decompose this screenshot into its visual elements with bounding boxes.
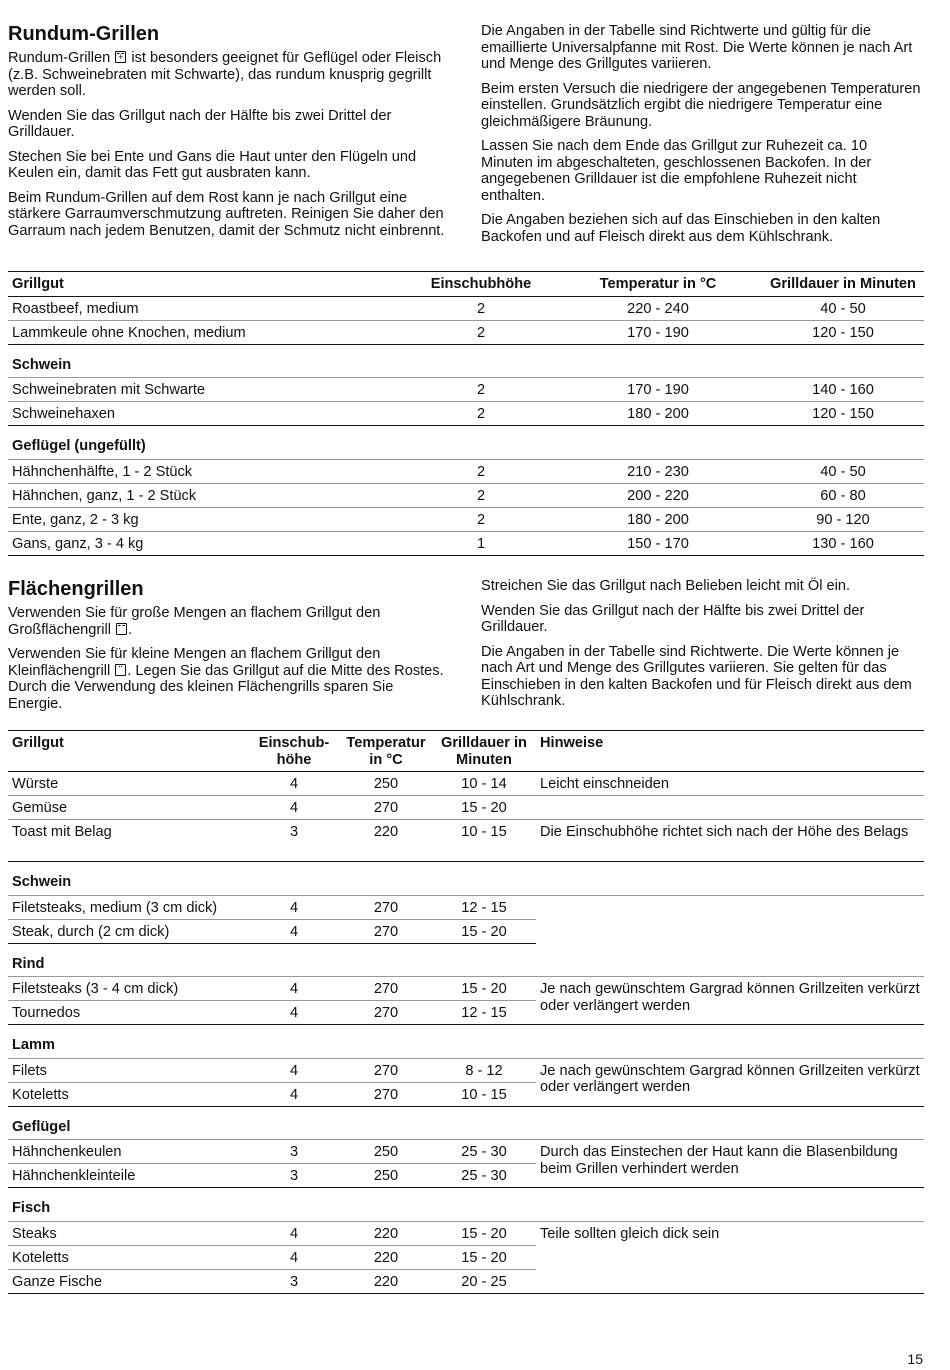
table-row: Ente, ganz, 2 - 3 kg 2 180 - 200 90 - 120 (8, 507, 924, 531)
flaechen-left-text (8, 605, 448, 720)
table-row: Steak, durch (2 cm dick) 4 270 15 - 20 (8, 919, 924, 943)
rundum-table (8, 271, 924, 556)
flaechen-note-1: Streichen Sie das Grillgut nach Belieben leicht mit Öl ein. (481, 578, 851, 594)
klein-flaechengrill-icon (115, 664, 126, 676)
rundum-note-2: Beim ersten Versuch die niedrigere der angegebenen Temperaturen einstellen. Grundsätzlich ergibt die niedrigere Temperatur eine gleichmäßigere Bräunung. (481, 80, 921, 130)
table-row: Hähnchenkeulen 3 250 25 - 30 Durch das Einstechen der Haut kann die Blasenbildung beim Grillen verhindert werden (8, 1140, 924, 1164)
flaechen-paragraph-1: Verwenden Sie für große Mengen an flachem Grillgut den Großflächengrill . (8, 605, 381, 638)
rundum-paragraph-3: Stechen Sie bei Ente und Gans die Haut unter den Flügeln und Keulen ein, damit das Fett gut ausbraten kann. (8, 148, 417, 181)
table-row: Tournedos 4 270 12 - 15 (8, 1001, 924, 1025)
table-section-gefluegel: Geflügel (ungefüllt) (8, 426, 924, 460)
table-row: Ganze Fische 3 220 20 - 25 (8, 1269, 924, 1293)
rundum-paragraph-1: Rundum-Grillen + ist besonders geeignet für Geflügel oder Fleisch (z.B. Schweinebraten mit Schwarte), das rundum knusprig gegrillt werden soll. (8, 50, 448, 100)
table-row: Roastbeef, medium 2 220 - 240 40 - 50 (8, 296, 924, 320)
flaechen-table (8, 730, 924, 1294)
table-row: Würste 4 250 10 - 14 Leicht einschneiden (8, 772, 924, 796)
section-title-flaechen: Flächengrillen (8, 578, 144, 600)
table-row: Koteletts 4 270 10 - 15 (8, 1082, 924, 1106)
rundum-paragraph-4: Beim Rundum-Grillen auf dem Rost kann je nach Grillgut eine stärkere Garraumverschmutzung auftreten. Reinigen Sie daher den Garraum nach jedem Benutzen, damit der Schmutz nicht einbrennt. (8, 189, 445, 239)
rundum-grill-icon (115, 51, 126, 63)
gross-flaechengrill-icon (116, 623, 127, 635)
table-section-rind: Rind (8, 943, 924, 977)
table-header-row: Grillgut Einschubhöhe Temperatur in °C Grilldauer in Minuten (8, 272, 924, 297)
table-row: Toast mit Belag 3 220 10 - 15 Die Einschubhöhe richtet sich nach der Höhe des Belags (8, 820, 924, 862)
table-row: Schweinebraten mit Schwarte 2 170 - 190 140 - 160 (8, 378, 924, 402)
table-section-schwein: Schwein (8, 344, 924, 378)
table-row: Hähnchen, ganz, 1 - 2 Stück 2 200 - 220 60 - 80 (8, 483, 924, 507)
table-section-lamm: Lamm (8, 1025, 924, 1059)
rundum-paragraph-2: Wenden Sie das Grillgut nach der Hälfte bis zwei Drittel der Grilldauer. (8, 107, 392, 140)
flaechen-note-3: Die Angaben in der Tabelle sind Richtwerte. Die Werte können je nach Art und Menge des Grillgutes variieren. Sie gelten für das Einschieben in den kalten Backofen und für Fleisch direkt aus dem Kühlschrank. (481, 643, 912, 709)
table-section-schwein: Schwein (8, 862, 924, 896)
rundum-note-1: Die Angaben in der Tabelle sind Richtwerte und gültig für die emaillierte Universalpfanne mit Rost. Die Werte können je nach Art und Menge des Grillgutes variieren. (481, 23, 913, 72)
page-number: 15 (907, 1351, 923, 1367)
table-section-fisch: Fisch (8, 1188, 924, 1222)
table-row: Koteletts 4 220 15 - 20 (8, 1245, 924, 1269)
table-row: Gans, ganz, 3 - 4 kg 1 150 - 170 130 - 160 (8, 531, 924, 555)
rundum-note-3: Lassen Sie nach dem Ende das Grillgut zur Ruhezeit ca. 10 Minuten im abgeschalteten, geschlossenen Backofen. In der angegebenen Grilldauer ist die empfohlene Ruhezeit nicht enthalten. (481, 138, 872, 204)
table-row: Steaks 4 220 15 - 20 Teile sollten gleich dick sein (8, 1221, 924, 1245)
table-row: Filetsteaks (3 - 4 cm dick) 4 270 15 - 20 Je nach gewünschtem Gargrad können Grillzeiten verkürzt oder verlängert werden (8, 977, 924, 1001)
table-section-gefluegel: Geflügel (8, 1106, 924, 1140)
table-row: Filets 4 270 8 - 12 Je nach gewünschtem Gargrad können Grillzeiten verkürzt oder verlängert werden (8, 1058, 924, 1082)
flaechen-right-text (481, 578, 923, 718)
table-row: Hähnchenhälfte, 1 - 2 Stück 2 210 - 230 40 - 50 (8, 459, 924, 483)
rundum-left-text (8, 50, 448, 247)
table-row: Gemüse 4 270 15 - 20 (8, 796, 924, 820)
table-row: Hähnchenkleinteile 3 250 25 - 30 (8, 1164, 924, 1188)
section-title-rundum: Rundum-Grillen (8, 23, 160, 45)
flaechen-paragraph-2: Verwenden Sie für kleine Mengen an flachem Grillgut den Kleinflächengrill . Legen Sie das Grillgut auf die Mitte des Rostes. Durch die Verwendung des kleinen Flächengrills sparen Sie Energie. (8, 646, 444, 712)
rundum-right-text (481, 23, 923, 253)
table-row: Filetsteaks, medium (3 cm dick) 4 270 12 - 15 (8, 895, 924, 919)
table-header-row: Grillgut Einschubhöhe Temperatur in °C Grilldauer in Minuten Hinweise (8, 731, 924, 772)
table-row: Schweinehaxen 2 180 - 200 120 - 150 (8, 402, 924, 426)
flaechen-note-2: Wenden Sie das Grillgut nach der Hälfte bis zwei Drittel der Grilldauer. (481, 602, 865, 635)
rundum-note-4: Die Angaben beziehen sich auf das Einschieben in den kalten Backofen und auf Fleisch direkt aus dem Kühlschrank. (481, 212, 881, 245)
table-row: Lammkeule ohne Knochen, medium 2 170 - 190 120 - 150 (8, 320, 924, 344)
